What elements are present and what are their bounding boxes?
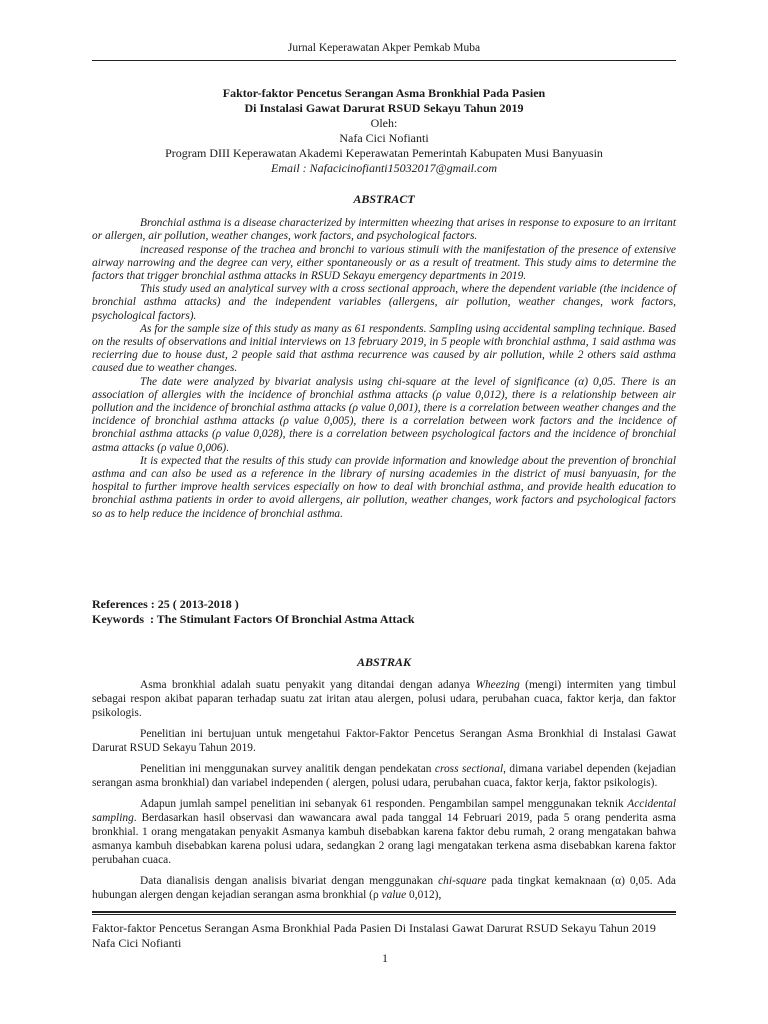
abstrak-section — [92, 655, 676, 904]
header-rule — [92, 60, 676, 61]
footer-rule — [92, 911, 676, 913]
page-footer — [92, 921, 676, 965]
footer-rule-thin — [92, 914, 676, 915]
footer-title: Faktor-faktor Pencetus Serangan Asma Bronkhial Pada Pasien Di Instalasi Gawat Darurat RSUD Sekayu Tahun 2019 — [92, 921, 656, 935]
title-block — [92, 86, 676, 176]
abstract-paragraph: increased response of the trachea and bronchi to various stimuli with the manifestation of the presence of extensive airway narrowing and the degree can very, either spontaneously or as a result of treatment. This study aims to determine the factors that trigger bronchial asthma attacks in RSUD Sekayu emergency departments in 2019. — [92, 243, 676, 283]
page-number: 1 — [382, 951, 388, 965]
abstract-paragraph: It is expected that the results of this study can provide information and knowledge about the prevention of bronchial asthma and can also be used as a reference in the library of nursing academies in the district of musi banyuasin, for the hospital to further improve health services especially on how to deal with bronchial asthma, and provide health education to bronchial asthma patients in order to avoid allergens, air pollution, weather changes, work factors and psychological factors so as to help reduce the incidence of bronchial asthma. — [92, 454, 676, 520]
abstrak-paragraph: Adapun jumlah sampel penelitian ini sebanyak 61 responden. Pengambilan sampel menggunakan teknik Accidental sampling. Berdasarkan hasil observasi dan wawancara awal pada tanggal 14 Februari 2019, pada 5 orang penderita asma bronkhial. 1 orang mengatakan penyakit Asmanya kambuh disebabkan karena faktor debu rumah, 2 orang mengatakan bahwa asmanya kambuh disebabkan karena polusi udara, sedangkan 2 orang lagi mengatakan terkena asma disebabkan karena faktor perubahan cuaca. — [92, 798, 676, 866]
abstrak-paragraph: Data dianalisis dengan analisis bivariat dengan menggunakan chi-square pada tingkat kemaknaan (α) 0,05. Ada hubungan alergen dengan kejadian serangan asma bronkhial (ρ value 0,012), — [92, 875, 676, 901]
abstract-section — [92, 193, 676, 521]
footer-author: Nafa Cici Nofianti — [92, 936, 182, 950]
abstrak-paragraph: Penelitian ini menggunakan survey analitik dengan pendekatan cross sectional, dimana variabel dependen (kejadian serangan asma bronkhial) dan variabel independen ( alergen, polusi udara, perubahan cuaca, faktor kerja, faktor psikologis). — [92, 763, 676, 789]
abstrak-paragraph: Penelitian ini bertujuan untuk mengetahui Faktor-Faktor Pencetus Serangan Asma Bronkhial di Instalasi Gawat Darurat RSUD Sekayu Tahun 2019. — [92, 728, 676, 754]
affiliation: Program DIII Keperawatan Akademi Keperawatan Pemerintah Kabupaten Musi Banyuasin — [165, 146, 603, 160]
keywords-line: Keywords : The Stimulant Factors Of Bronchial Astma Attack — [92, 612, 415, 626]
abstract-paragraph: As for the sample size of this study as many as 61 respondents. Sampling using accidental sampling technique. Based on the results of observations and initial interviews on 13 february 2019, in 5 people with bronchial asthma, 1 said asthma was recierring due to house dust, 2 people said that asthma recurrence was caused by air pollution, while 2 others said asthma caused due to weather changes. — [92, 322, 676, 375]
abstract-paragraph: The date were analyzed by bivariat analysis using chi-square at the level of significance (α) 0,05. There is an association of allergies with the incidence of bronchial asthma attacks (ρ value 0,012), there is a relationship between air pollution and the incidence of bronchial asthma attacks (ρ value 0,001), there is a correlation between weather changes and the incidence of bronchial asthma attacks (ρ value 0,005), there is a correlation between work factors and the incidence of bronchial asthma attacks (ρ value 0,028), there is a correlation between psychological factors and the incidence of bronchial astma attacks (ρ value 0,006). — [92, 375, 676, 454]
paper-title-line1: Faktor-faktor Pencetus Serangan Asma Bronkhial Pada Pasien — [222, 86, 546, 100]
paper-title-line2: Di Instalasi Gawat Darurat RSUD Sekayu Tahun 2019 — [244, 101, 524, 115]
author-email: Email : Nafacicinofianti15032017@gmail.com — [270, 161, 498, 175]
references-keywords — [92, 597, 676, 627]
abstrak-paragraph: Asma bronkhial adalah suatu penyakit yang ditandai dengan adanya Wheezing (mengi) intermiten yang timbul sebagai respon akibat paparan terhadap suatu zat iritan atau alergen, polusi udara, perubahan cuaca, faktor kerja, dan faktor psikologis. — [92, 679, 676, 719]
abstrak-heading: ABSTRAK — [356, 655, 412, 669]
abstract-paragraph: Bronchial asthma is a disease characterized by intermitten wheezing that arises in response to exposure to an irritant or allergen, air pollution, weather changes, work factors, and psychological factors. — [92, 217, 676, 243]
abstract-heading: ABSTRACT — [353, 192, 415, 206]
journal-header: Jurnal Keperawatan Akper Pemkab Muba — [287, 42, 481, 54]
by-label: Oleh: — [370, 116, 398, 130]
references-line: References : 25 ( 2013-2018 ) — [92, 597, 239, 611]
author-name: Nafa Cici Nofianti — [339, 131, 429, 145]
abstract-paragraph: This study used an analytical survey with a cross sectional approach, where the dependent variable (the incidence of bronchial asthma attacks) and the independent variables (allergens, air pollution, weather changes, work factors, psychological factors). — [92, 283, 676, 322]
